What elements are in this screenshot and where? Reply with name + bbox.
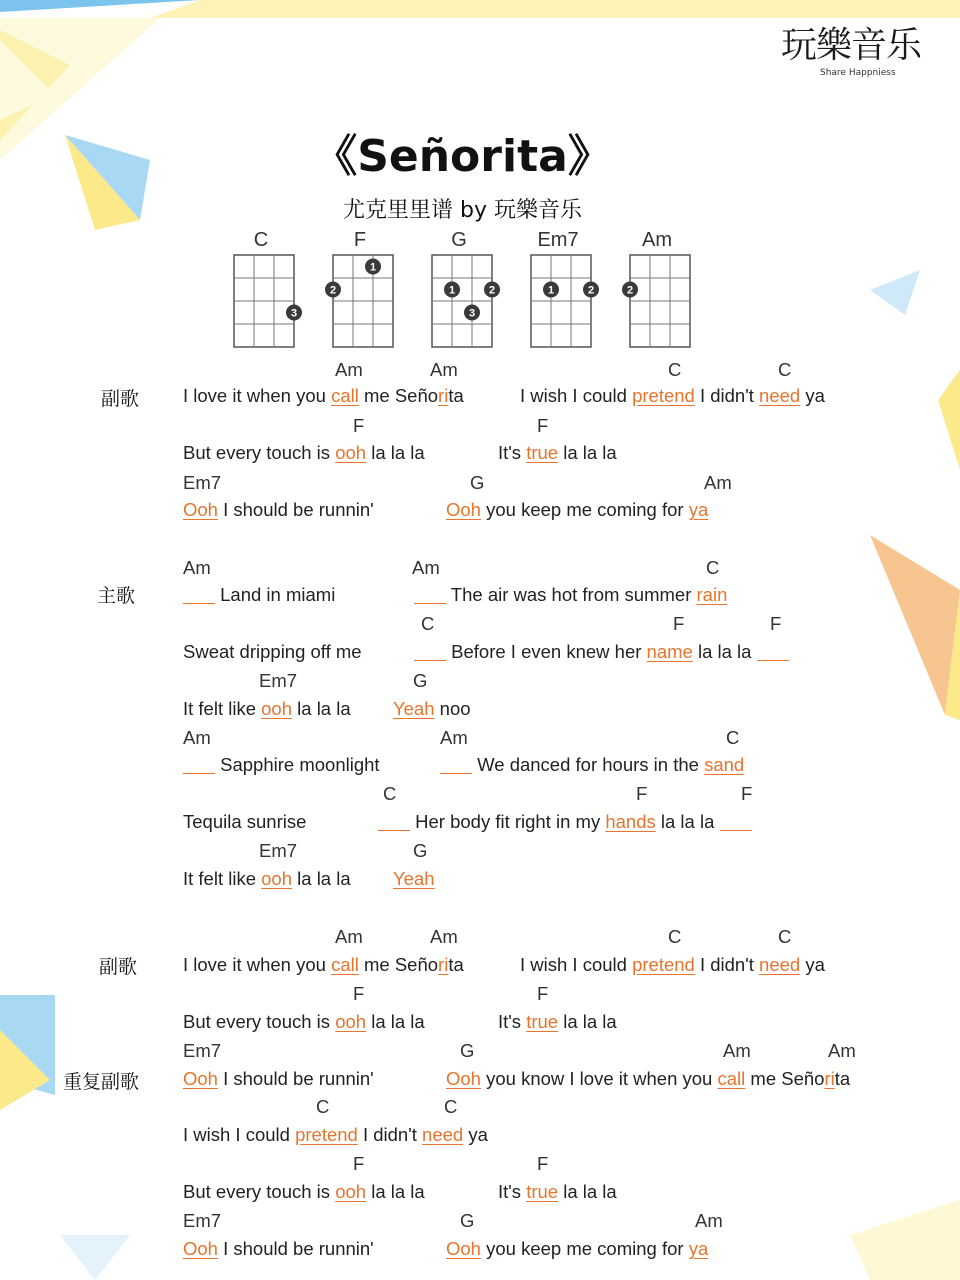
- chord-label: Am: [335, 359, 363, 380]
- chord-label: C: [726, 727, 740, 748]
- chord-label: C: [778, 359, 792, 380]
- finger-dot: [543, 282, 559, 298]
- chord-label: C: [383, 783, 397, 804]
- lyric-text: It's: [498, 1011, 527, 1032]
- lyric-text: I wish I could: [520, 954, 633, 975]
- chord-name: G: [451, 229, 467, 251]
- highlighted-syllable: ooh: [335, 442, 367, 463]
- chord-name: Em7: [537, 229, 579, 251]
- chord-label: F: [537, 983, 549, 1004]
- lyric-line: [183, 753, 380, 777]
- finger-dot: [325, 282, 341, 298]
- lyric-text: la la la: [366, 442, 425, 463]
- finger-dot: [286, 305, 302, 321]
- song-subtitle: 尤克里里谱 by 玩樂音乐: [343, 198, 582, 223]
- chord-label: F: [741, 783, 753, 804]
- chord-label: C: [316, 1096, 330, 1117]
- highlighted-syllable: Ooh: [183, 1238, 218, 1259]
- chord-label: Em7: [183, 1040, 222, 1061]
- lyric-text: It felt like: [183, 698, 262, 719]
- lyric-text: ya: [800, 385, 825, 406]
- highlighted-syllable: ooh: [335, 1181, 367, 1202]
- highlighted-syllable: need: [759, 954, 801, 975]
- highlighted-syllable: true: [526, 1011, 559, 1032]
- chord-label: C: [444, 1096, 458, 1117]
- lyric-text: But every touch is: [183, 442, 336, 463]
- highlighted-syllable: ri: [438, 385, 449, 406]
- chord-label: Am: [412, 557, 440, 578]
- chord-label: Am: [695, 1210, 723, 1231]
- chord-diagram-em7: [527, 228, 626, 350]
- lyric-line: [498, 441, 617, 465]
- lyric-text: I wish I could: [520, 385, 633, 406]
- chord-name: C: [253, 229, 269, 251]
- chord-label: G: [460, 1040, 475, 1061]
- chord-label: C: [706, 557, 720, 578]
- svg-text:3: 3: [468, 307, 476, 320]
- highlighted-syllable: Ooh: [446, 1068, 481, 1089]
- lyric-line: [446, 1237, 708, 1261]
- lyric-line: [446, 1067, 850, 1091]
- chord-label: G: [413, 670, 428, 691]
- chord-label: C: [668, 359, 682, 380]
- highlighted-syllable: ooh: [261, 868, 293, 889]
- lyric-line: [183, 867, 351, 891]
- chord-label: Em7: [259, 670, 298, 691]
- svg-text:2: 2: [587, 284, 595, 297]
- chord-label: Am: [704, 472, 732, 493]
- fretboard-grid: [230, 252, 296, 350]
- chord-label: F: [537, 1153, 549, 1174]
- chord-label: Em7: [259, 840, 298, 861]
- finger-dot: [365, 259, 381, 275]
- chord-diagram-f: [329, 228, 428, 350]
- lyric-text: But every touch is: [183, 1011, 336, 1032]
- highlighted-syllable: name: [646, 641, 693, 662]
- lyric-text: Land in miami: [215, 584, 336, 605]
- chord-label: F: [353, 1153, 365, 1174]
- lyric-text: But every touch is: [183, 1181, 336, 1202]
- lyric-text: I wish I could: [183, 1124, 296, 1145]
- pause-blank: [414, 644, 446, 661]
- highlighted-syllable: ya: [688, 1238, 709, 1259]
- lyric-line: [183, 441, 425, 465]
- pause-blank: [757, 644, 789, 661]
- svg-text:2: 2: [626, 284, 634, 297]
- lyric-text: I love it when you: [183, 954, 332, 975]
- lyric-line: [183, 697, 351, 721]
- chord-name: F: [353, 229, 367, 251]
- fretboard-grid: [626, 252, 692, 350]
- lyric-line: [183, 1237, 374, 1261]
- lyric-line: [520, 953, 825, 977]
- pause-blank: [440, 757, 472, 774]
- pause-blank: [378, 814, 410, 831]
- logo-tagline: Share Happniess: [820, 68, 896, 78]
- chord-label: F: [353, 983, 365, 1004]
- pause-blank: [183, 587, 215, 604]
- lyric-text: We danced for hours in the: [472, 754, 705, 775]
- lyric-line: [183, 810, 306, 834]
- highlighted-syllable: pretend: [632, 954, 695, 975]
- song-title: 《Señorita》: [313, 131, 612, 182]
- lyric-text: you keep me coming for: [480, 499, 689, 520]
- chord-label: C: [668, 926, 682, 947]
- section-label-repeat-chorus: 重复副歌: [63, 1071, 140, 1093]
- finger-dot: [444, 282, 460, 298]
- pause-blank: [414, 587, 446, 604]
- lyric-text: It's: [498, 442, 527, 463]
- lyric-text: I should be runnin': [217, 1238, 374, 1259]
- highlighted-syllable: ya: [688, 499, 709, 520]
- lyric-text: I didn't: [694, 954, 760, 975]
- chord-label: Am: [335, 926, 363, 947]
- section-label-chorus-2: 副歌: [99, 956, 138, 978]
- highlighted-syllable: Yeah: [393, 698, 435, 719]
- lyric-text: la la la: [292, 698, 351, 719]
- highlighted-syllable: Ooh: [446, 499, 481, 520]
- lyric-line: [378, 810, 752, 834]
- lyric-line: [393, 867, 435, 891]
- svg-text:1: 1: [448, 284, 456, 297]
- chord-diagram-c: [230, 228, 329, 350]
- lyric-line: [183, 1010, 425, 1034]
- lyric-line: [183, 583, 335, 607]
- lyric-text: me Seño: [745, 1068, 825, 1089]
- chord-name: Am: [642, 229, 672, 251]
- lyric-text: me Seño: [358, 954, 439, 975]
- brand-logo: [776, 26, 926, 78]
- lyric-text: I should be runnin': [217, 1068, 374, 1089]
- lyric-line: [183, 640, 362, 664]
- highlighted-syllable: need: [759, 385, 801, 406]
- lyric-line: [183, 1123, 488, 1147]
- lyric-text: I didn't: [357, 1124, 423, 1145]
- highlighted-syllable: call: [331, 385, 359, 406]
- highlighted-syllable: Ooh: [183, 1068, 218, 1089]
- lyric-text: me Seño: [358, 385, 439, 406]
- lyric-line: [183, 1067, 374, 1091]
- chord-label: F: [636, 783, 648, 804]
- lyric-line: [498, 1180, 617, 1204]
- lyric-text: ta: [448, 954, 464, 975]
- lyric-text: I love it when you: [183, 385, 332, 406]
- lyric-text: la la la: [558, 1011, 617, 1032]
- chord-diagram-am: [626, 228, 725, 350]
- lyric-line: [446, 498, 708, 522]
- fretboard-grid: [428, 252, 494, 350]
- section-label-chorus: 副歌: [101, 388, 140, 410]
- highlighted-syllable: Ooh: [183, 499, 218, 520]
- lyric-text: It felt like: [183, 868, 262, 889]
- lyric-line: [520, 384, 825, 408]
- chord-label: F: [770, 613, 782, 634]
- fretboard-grid: [527, 252, 593, 350]
- chord-diagram-g: [428, 228, 527, 350]
- lyric-text: ya: [463, 1124, 488, 1145]
- lyric-text: It's: [498, 1181, 527, 1202]
- lyric-line: [183, 498, 374, 522]
- lyric-text: Her body fit right in my: [410, 811, 606, 832]
- chord-label: Am: [430, 926, 458, 947]
- lyric-text: Before I even knew her: [446, 641, 647, 662]
- chord-label: F: [537, 415, 549, 436]
- highlighted-syllable: true: [526, 1181, 559, 1202]
- lyric-text: I should be runnin': [217, 499, 374, 520]
- section-label-verse: 主歌: [97, 585, 136, 607]
- chord-label: F: [353, 415, 365, 436]
- lyric-text: Tequila sunrise: [183, 811, 307, 832]
- lyric-line: [414, 640, 789, 664]
- pause-blank: [183, 757, 215, 774]
- highlighted-syllable: ri: [824, 1068, 835, 1089]
- lyric-text: la la la: [655, 811, 720, 832]
- lyric-text: ta: [448, 385, 464, 406]
- chord-label: Am: [183, 557, 211, 578]
- highlighted-syllable: need: [422, 1124, 464, 1145]
- finger-dot: [622, 282, 638, 298]
- highlighted-syllable: pretend: [295, 1124, 358, 1145]
- chord-label: F: [673, 613, 685, 634]
- highlighted-syllable: hands: [605, 811, 656, 832]
- chord-label: C: [421, 613, 435, 634]
- finger-dot: [464, 305, 480, 321]
- lyric-text: noo: [434, 698, 471, 719]
- chord-label: Am: [440, 727, 468, 748]
- lyric-text: ya: [800, 954, 825, 975]
- finger-dot: [484, 282, 500, 298]
- highlighted-syllable: true: [526, 442, 559, 463]
- highlighted-syllable: call: [717, 1068, 746, 1089]
- lyric-line: [440, 753, 744, 777]
- lyric-line: [393, 697, 471, 721]
- chord-label: Am: [430, 359, 458, 380]
- chord-label: Am: [183, 727, 211, 748]
- highlighted-syllable: Yeah: [393, 868, 435, 889]
- lyric-text: la la la: [366, 1181, 425, 1202]
- svg-text:2: 2: [488, 284, 496, 297]
- chord-diagrams: [230, 228, 725, 350]
- highlighted-syllable: ooh: [335, 1011, 367, 1032]
- chord-label: Am: [828, 1040, 856, 1061]
- lyric-line: [183, 384, 464, 408]
- lyric-text: la la la: [558, 442, 617, 463]
- lyric-line: [183, 1180, 425, 1204]
- lyric-text: Sapphire moonlight: [215, 754, 380, 775]
- lyric-text: you know I love it when you: [480, 1068, 718, 1089]
- lyric-line: [183, 953, 464, 977]
- lyric-text: you keep me coming for: [480, 1238, 689, 1259]
- svg-text:2: 2: [329, 284, 337, 297]
- lyric-text: la la la: [366, 1011, 425, 1032]
- highlighted-syllable: sand: [704, 754, 745, 775]
- highlighted-syllable: Ooh: [446, 1238, 481, 1259]
- finger-dot: [583, 282, 599, 298]
- chord-label: Em7: [183, 1210, 222, 1231]
- lyric-text: Sweat dripping off me: [183, 641, 362, 662]
- chord-label: Em7: [183, 472, 222, 493]
- lyric-text: ta: [834, 1068, 851, 1089]
- pause-blank: [720, 814, 752, 831]
- highlighted-syllable: pretend: [632, 385, 695, 406]
- lyric-line: [498, 1010, 617, 1034]
- chord-label: G: [470, 472, 485, 493]
- lyric-text: I didn't: [694, 385, 760, 406]
- svg-text:1: 1: [547, 284, 555, 297]
- svg-text:3: 3: [290, 307, 298, 320]
- fretboard-grid: [329, 252, 395, 350]
- highlighted-syllable: rain: [696, 584, 728, 605]
- logo-text: 玩樂音乐: [780, 25, 921, 66]
- chord-label: G: [460, 1210, 475, 1231]
- lyric-line: [414, 583, 727, 607]
- chord-label: Am: [723, 1040, 751, 1061]
- lyric-text: la la la: [558, 1181, 617, 1202]
- highlighted-syllable: call: [331, 954, 359, 975]
- lyric-text: la la la: [292, 868, 351, 889]
- highlighted-syllable: ri: [438, 954, 449, 975]
- chord-label: C: [778, 926, 792, 947]
- lyric-text: The air was hot from summer: [446, 584, 697, 605]
- highlighted-syllable: ooh: [261, 698, 293, 719]
- chord-label: G: [413, 840, 428, 861]
- lyric-text: la la la: [692, 641, 757, 662]
- svg-text:1: 1: [369, 261, 377, 274]
